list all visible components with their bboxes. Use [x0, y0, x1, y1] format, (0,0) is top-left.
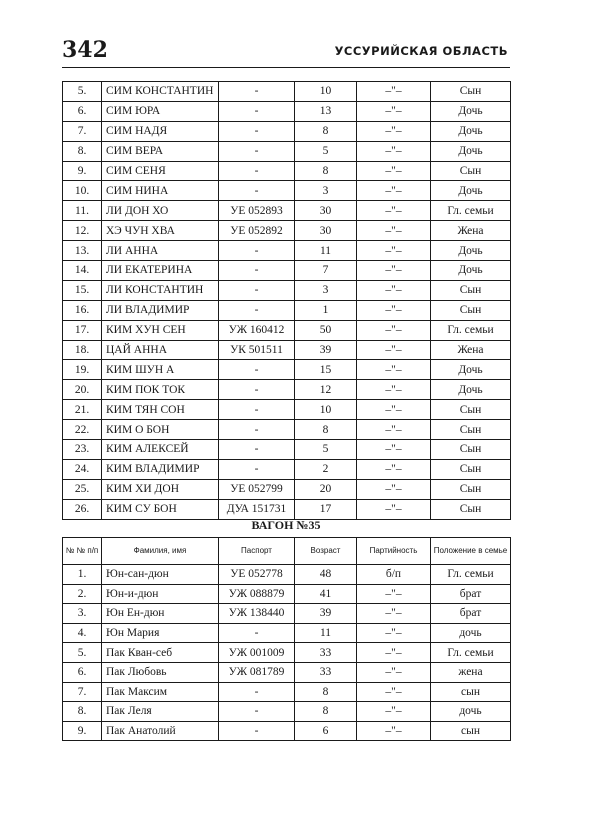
- family-role-cell: Гл. семьи: [431, 643, 511, 663]
- passport-number-cell: -: [219, 721, 295, 741]
- age-cell: 11: [295, 623, 357, 643]
- passport-number-cell: -: [219, 440, 295, 460]
- age-cell: 17: [295, 499, 357, 519]
- family-table-continued-body: [63, 82, 511, 520]
- person-name-cell: Юн Ен-дюн: [102, 604, 219, 624]
- age-cell: 20: [295, 479, 357, 499]
- family-role-cell: Жена: [431, 221, 511, 241]
- passport-number-cell: -: [219, 459, 295, 479]
- party-affiliation-cell: –"–: [357, 380, 431, 400]
- wagon-35-table-body: [63, 565, 511, 741]
- passport-number-cell: -: [219, 380, 295, 400]
- passport-number-cell: УК 501511: [219, 340, 295, 360]
- person-name-cell: КИМ ВЛАДИМИР: [102, 459, 219, 479]
- table-row: [63, 241, 511, 261]
- passport-number-cell: -: [219, 623, 295, 643]
- family-table-continued: [62, 81, 511, 520]
- row-number-cell: 6.: [63, 662, 102, 682]
- age-cell: 30: [295, 221, 357, 241]
- party-affiliation-cell: –"–: [357, 440, 431, 460]
- row-number-cell: 7.: [63, 682, 102, 702]
- passport-number-cell: -: [219, 181, 295, 201]
- party-affiliation-cell: –"–: [357, 721, 431, 741]
- age-cell: 6: [295, 721, 357, 741]
- person-name-cell: СИМ СЕНЯ: [102, 161, 219, 181]
- age-cell: 12: [295, 380, 357, 400]
- page-number: 342: [62, 37, 108, 63]
- person-name-cell: ХЭ ЧУН ХВА: [102, 221, 219, 241]
- passport-number-cell: УЖ 001009: [219, 643, 295, 663]
- age-cell: 30: [295, 201, 357, 221]
- passport-number-cell: УЖ 081789: [219, 662, 295, 682]
- party-affiliation-cell: –"–: [357, 280, 431, 300]
- family-role-cell: Сын: [431, 420, 511, 440]
- party-affiliation-cell: –"–: [357, 584, 431, 604]
- family-role-cell: Гл. семьи: [431, 565, 511, 585]
- row-number-cell: 22.: [63, 420, 102, 440]
- family-role-cell: Дочь: [431, 181, 511, 201]
- party-affiliation-cell: –"–: [357, 241, 431, 261]
- table-row: [63, 565, 511, 585]
- family-role-cell: Дочь: [431, 241, 511, 261]
- passport-number-cell: -: [219, 360, 295, 380]
- party-affiliation-cell: –"–: [357, 643, 431, 663]
- family-role-cell: Дочь: [431, 101, 511, 121]
- header-age: Возраст: [295, 538, 357, 565]
- passport-number-cell: -: [219, 702, 295, 722]
- age-cell: 13: [295, 101, 357, 121]
- party-affiliation-cell: –"–: [357, 181, 431, 201]
- family-role-cell: Гл. семьи: [431, 201, 511, 221]
- age-cell: 5: [295, 141, 357, 161]
- party-affiliation-cell: –"–: [357, 702, 431, 722]
- family-role-cell: Сын: [431, 499, 511, 519]
- age-cell: 39: [295, 340, 357, 360]
- family-role-cell: Жена: [431, 340, 511, 360]
- age-cell: 5: [295, 440, 357, 460]
- party-affiliation-cell: –"–: [357, 682, 431, 702]
- table-row: [63, 221, 511, 241]
- table-row: [63, 261, 511, 281]
- header-name: Фамилия, имя: [102, 538, 219, 565]
- passport-number-cell: УЖ 138440: [219, 604, 295, 624]
- family-role-cell: дочь: [431, 623, 511, 643]
- table-row: [63, 584, 511, 604]
- passport-number-cell: -: [219, 280, 295, 300]
- family-role-cell: Дочь: [431, 261, 511, 281]
- table-row: [63, 440, 511, 460]
- family-role-cell: сын: [431, 682, 511, 702]
- party-affiliation-cell: –"–: [357, 300, 431, 320]
- passport-number-cell: -: [219, 82, 295, 102]
- age-cell: 33: [295, 643, 357, 663]
- person-name-cell: КИМ СУ БОН: [102, 499, 219, 519]
- row-number-cell: 2.: [63, 584, 102, 604]
- passport-number-cell: УЕ 052893: [219, 201, 295, 221]
- person-name-cell: Юн Мария: [102, 623, 219, 643]
- row-number-cell: 24.: [63, 459, 102, 479]
- party-affiliation-cell: –"–: [357, 623, 431, 643]
- table-row: [63, 420, 511, 440]
- row-number-cell: 1.: [63, 565, 102, 585]
- family-role-cell: Сын: [431, 161, 511, 181]
- person-name-cell: СИМ ВЕРА: [102, 141, 219, 161]
- age-cell: 8: [295, 161, 357, 181]
- row-number-cell: 12.: [63, 221, 102, 241]
- person-name-cell: Пак Анатолий: [102, 721, 219, 741]
- age-cell: 10: [295, 82, 357, 102]
- passport-number-cell: -: [219, 141, 295, 161]
- party-affiliation-cell: –"–: [357, 82, 431, 102]
- party-affiliation-cell: –"–: [357, 662, 431, 682]
- running-title: УССУРИЙСКАЯ ОБЛАСТЬ: [334, 44, 508, 58]
- row-number-cell: 11.: [63, 201, 102, 221]
- row-number-cell: 23.: [63, 440, 102, 460]
- header-party: Партийность: [357, 538, 431, 565]
- age-cell: 2: [295, 459, 357, 479]
- family-role-cell: Дочь: [431, 360, 511, 380]
- table-row: [63, 623, 511, 643]
- passport-number-cell: -: [219, 300, 295, 320]
- age-cell: 33: [295, 662, 357, 682]
- person-name-cell: Пак Максим: [102, 682, 219, 702]
- table-row: [63, 280, 511, 300]
- person-name-cell: КИМ ПОК ТОК: [102, 380, 219, 400]
- party-affiliation-cell: –"–: [357, 360, 431, 380]
- family-role-cell: Сын: [431, 400, 511, 420]
- table-row: [63, 161, 511, 181]
- row-number-cell: 16.: [63, 300, 102, 320]
- party-affiliation-cell: –"–: [357, 479, 431, 499]
- age-cell: 3: [295, 280, 357, 300]
- row-number-cell: 18.: [63, 340, 102, 360]
- passport-number-cell: -: [219, 261, 295, 281]
- party-affiliation-cell: –"–: [357, 121, 431, 141]
- row-number-cell: 8.: [63, 702, 102, 722]
- party-affiliation-cell: –"–: [357, 499, 431, 519]
- party-affiliation-cell: –"–: [357, 340, 431, 360]
- age-cell: 48: [295, 565, 357, 585]
- person-name-cell: ЛИ ВЛАДИМИР: [102, 300, 219, 320]
- party-affiliation-cell: –"–: [357, 320, 431, 340]
- row-number-cell: 10.: [63, 181, 102, 201]
- age-cell: 10: [295, 400, 357, 420]
- passport-number-cell: УЕ 052892: [219, 221, 295, 241]
- table-row: [63, 702, 511, 722]
- family-role-cell: брат: [431, 584, 511, 604]
- person-name-cell: КИМ ШУН А: [102, 360, 219, 380]
- person-name-cell: Юн-сан-дюн: [102, 565, 219, 585]
- table-row: [63, 340, 511, 360]
- family-role-cell: брат: [431, 604, 511, 624]
- party-affiliation-cell: –"–: [357, 161, 431, 181]
- family-role-cell: Сын: [431, 280, 511, 300]
- table-row: [63, 643, 511, 663]
- family-role-cell: Сын: [431, 459, 511, 479]
- age-cell: 3: [295, 181, 357, 201]
- header-passport: Паспорт: [219, 538, 295, 565]
- person-name-cell: ЛИ КОНСТАНТИН: [102, 280, 219, 300]
- person-name-cell: КИМ ХУН СЕН: [102, 320, 219, 340]
- age-cell: 41: [295, 584, 357, 604]
- header-num: № № п/п: [63, 538, 102, 565]
- passport-number-cell: -: [219, 400, 295, 420]
- family-role-cell: жена: [431, 662, 511, 682]
- row-number-cell: 9.: [63, 721, 102, 741]
- age-cell: 11: [295, 241, 357, 261]
- party-affiliation-cell: б/п: [357, 565, 431, 585]
- person-name-cell: Пак Любовь: [102, 662, 219, 682]
- table-header-row: [63, 538, 511, 565]
- age-cell: 8: [295, 702, 357, 722]
- person-name-cell: КИМ О БОН: [102, 420, 219, 440]
- person-name-cell: КИМ АЛЕКСЕЙ: [102, 440, 219, 460]
- age-cell: 8: [295, 682, 357, 702]
- row-number-cell: 8.: [63, 141, 102, 161]
- row-number-cell: 7.: [63, 121, 102, 141]
- party-affiliation-cell: –"–: [357, 221, 431, 241]
- age-cell: 1: [295, 300, 357, 320]
- row-number-cell: 6.: [63, 101, 102, 121]
- row-number-cell: 9.: [63, 161, 102, 181]
- row-number-cell: 4.: [63, 623, 102, 643]
- table-row: [63, 300, 511, 320]
- row-number-cell: 5.: [63, 82, 102, 102]
- table-row: [63, 604, 511, 624]
- party-affiliation-cell: –"–: [357, 400, 431, 420]
- person-name-cell: ЛИ ДОН ХО: [102, 201, 219, 221]
- row-number-cell: 3.: [63, 604, 102, 624]
- table-row: [63, 400, 511, 420]
- table-row: [63, 201, 511, 221]
- person-name-cell: СИМ ЮРА: [102, 101, 219, 121]
- passport-number-cell: УЖ 160412: [219, 320, 295, 340]
- person-name-cell: ЛИ ЕКАТЕРИНА: [102, 261, 219, 281]
- header-role: Положение в семье: [431, 538, 511, 565]
- table-row: [63, 459, 511, 479]
- age-cell: 50: [295, 320, 357, 340]
- passport-number-cell: -: [219, 101, 295, 121]
- passport-number-cell: -: [219, 161, 295, 181]
- table-row: [63, 181, 511, 201]
- family-role-cell: Дочь: [431, 121, 511, 141]
- passport-number-cell: ДУА 151731: [219, 499, 295, 519]
- row-number-cell: 20.: [63, 380, 102, 400]
- person-name-cell: Пак Кван-себ: [102, 643, 219, 663]
- party-affiliation-cell: –"–: [357, 420, 431, 440]
- row-number-cell: 21.: [63, 400, 102, 420]
- table-row: [63, 682, 511, 702]
- family-role-cell: Сын: [431, 82, 511, 102]
- person-name-cell: КИМ ТЯН СОН: [102, 400, 219, 420]
- passport-number-cell: -: [219, 682, 295, 702]
- age-cell: 15: [295, 360, 357, 380]
- family-role-cell: Сын: [431, 440, 511, 460]
- passport-number-cell: -: [219, 420, 295, 440]
- row-number-cell: 25.: [63, 479, 102, 499]
- table-row: [63, 360, 511, 380]
- party-affiliation-cell: –"–: [357, 261, 431, 281]
- person-name-cell: СИМ НИНА: [102, 181, 219, 201]
- family-role-cell: Сын: [431, 300, 511, 320]
- party-affiliation-cell: –"–: [357, 141, 431, 161]
- row-number-cell: 5.: [63, 643, 102, 663]
- passport-number-cell: -: [219, 241, 295, 261]
- table-row: [63, 82, 511, 102]
- family-role-cell: Гл. семьи: [431, 320, 511, 340]
- passport-number-cell: УЖ 088879: [219, 584, 295, 604]
- person-name-cell: ЛИ АННА: [102, 241, 219, 261]
- table-row: [63, 499, 511, 519]
- table-row: [63, 141, 511, 161]
- table-row: [63, 121, 511, 141]
- family-role-cell: дочь: [431, 702, 511, 722]
- person-name-cell: СИМ НАДЯ: [102, 121, 219, 141]
- party-affiliation-cell: –"–: [357, 459, 431, 479]
- wagon-35-table: [62, 537, 511, 741]
- wagon-title: ВАГОН №35: [251, 518, 321, 532]
- party-affiliation-cell: –"–: [357, 604, 431, 624]
- passport-number-cell: -: [219, 121, 295, 141]
- passport-number-cell: УЕ 052799: [219, 479, 295, 499]
- header-rule: [62, 67, 510, 68]
- row-number-cell: 14.: [63, 261, 102, 281]
- table-row: [63, 721, 511, 741]
- family-role-cell: сын: [431, 721, 511, 741]
- table-row: [63, 101, 511, 121]
- table-row: [63, 320, 511, 340]
- table-row: [63, 479, 511, 499]
- family-role-cell: Дочь: [431, 141, 511, 161]
- row-number-cell: 15.: [63, 280, 102, 300]
- person-name-cell: ЦАЙ АННА: [102, 340, 219, 360]
- person-name-cell: Юн-и-дюн: [102, 584, 219, 604]
- row-number-cell: 19.: [63, 360, 102, 380]
- family-role-cell: Дочь: [431, 380, 511, 400]
- table-row: [63, 380, 511, 400]
- party-affiliation-cell: –"–: [357, 201, 431, 221]
- passport-number-cell: УЕ 052778: [219, 565, 295, 585]
- age-cell: 7: [295, 261, 357, 281]
- person-name-cell: СИМ КОНСТАНТИН: [102, 82, 219, 102]
- row-number-cell: 17.: [63, 320, 102, 340]
- party-affiliation-cell: –"–: [357, 101, 431, 121]
- family-role-cell: Сын: [431, 479, 511, 499]
- row-number-cell: 13.: [63, 241, 102, 261]
- table-row: [63, 662, 511, 682]
- age-cell: 8: [295, 420, 357, 440]
- row-number-cell: 26.: [63, 499, 102, 519]
- person-name-cell: КИМ ХИ ДОН: [102, 479, 219, 499]
- person-name-cell: Пак Леля: [102, 702, 219, 722]
- age-cell: 39: [295, 604, 357, 624]
- age-cell: 8: [295, 121, 357, 141]
